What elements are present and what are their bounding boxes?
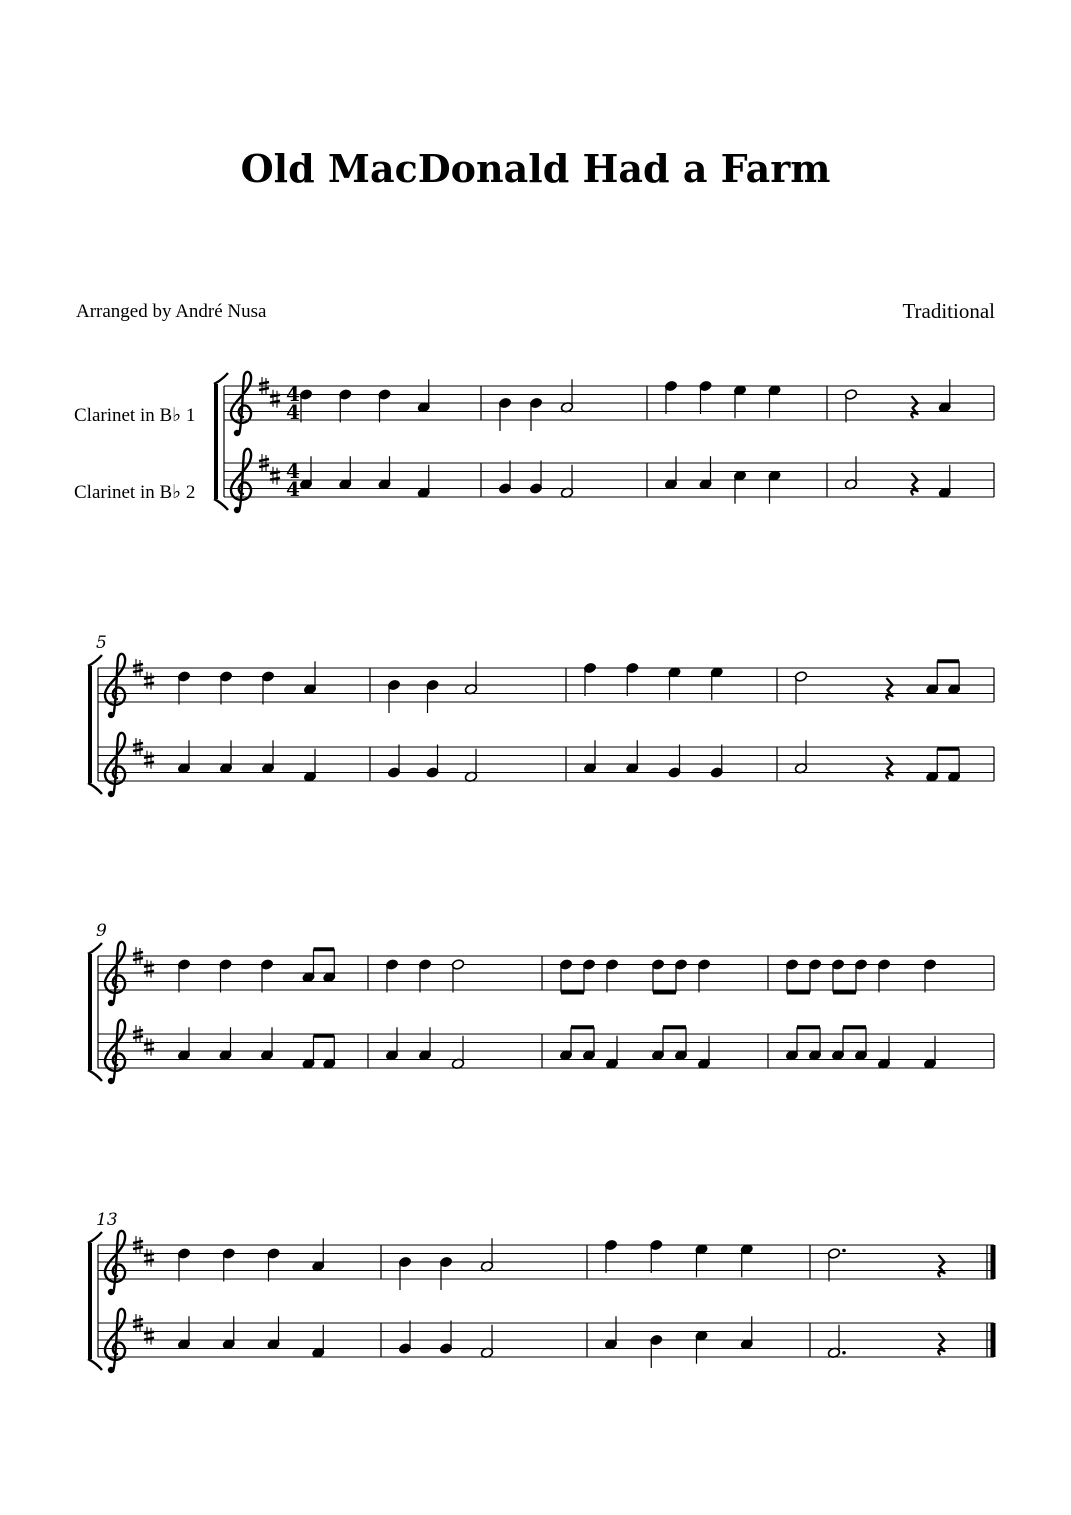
sharp-bar [259,465,269,467]
sharp-bar [144,756,154,758]
treble-clef-dot [108,1000,114,1006]
treble-clef-dot [108,712,114,718]
sharp-bar [144,762,154,764]
bracket-hook [88,655,102,666]
arranger-credit: Arranged by André Nusa [76,301,267,322]
time-signature-top: 4 [286,459,300,483]
time-signature-bottom: 4 [286,400,300,424]
bracket-hook [214,373,228,384]
quarter-rest [938,1255,944,1277]
composer-credit: Traditional [902,299,995,323]
augmentation-dot [842,1351,846,1355]
sharp-bar [133,952,143,954]
sharp-bar [144,1254,154,1256]
measure-number: 5 [96,633,107,653]
sharp-bar [133,1036,143,1038]
part-name-clarinet-2: Clarinet in B♭ 2 [74,482,196,503]
quarter-rest [886,757,892,779]
treble-clef-dot [108,1289,114,1295]
bracket-hook [88,1232,102,1243]
sharp-bar [133,1319,143,1321]
score-title: Old MacDonald Had a Farm [240,146,831,191]
sharp-bar [259,459,269,461]
staff-part-1 [98,942,994,1006]
sharp-bar [133,958,143,960]
quarter-rest [886,678,892,700]
treble-clef-dot [234,507,240,513]
staff-part-1 [98,654,994,718]
quarter-rest [938,1333,944,1355]
sharp-bar [144,1043,154,1045]
sharp-bar [270,472,280,474]
sharp-bar [133,1247,143,1249]
measure-number: 9 [96,921,107,941]
sharp-bar [144,1338,154,1340]
quarter-rest [911,396,917,418]
sharp-bar [133,1241,143,1243]
bracket-hook [88,1070,102,1081]
sharp-bar [133,1030,143,1032]
sharp-bar [133,664,143,666]
staff-part-1 [98,1231,994,1295]
treble-clef-dot [108,1367,114,1373]
sharp-bar [259,382,269,384]
sharp-bar [144,965,154,967]
system-1 [214,372,994,513]
augmentation-dot [842,1249,846,1253]
sharp-bar [133,743,143,745]
sharp-bar [144,1260,154,1262]
sharp-bar [144,1332,154,1334]
sharp-bar [259,388,269,390]
quarter-rest [911,473,917,495]
sharp-bar [144,677,154,679]
system-4 [88,1210,994,1373]
treble-clef-dot [234,430,240,436]
staff-part-2 [98,733,994,797]
sharp-bar [270,395,280,397]
time-signature-top: 4 [286,382,300,406]
treble-clef-dot [108,1078,114,1084]
measure-number: 13 [96,1210,118,1230]
sharp-bar [133,1325,143,1327]
sharp-bar [144,971,154,973]
sharp-bar [270,478,280,480]
bracket-hook [88,943,102,954]
staff-part-1 [224,372,994,436]
part-name-clarinet-1: Clarinet in B♭ 1 [74,405,196,426]
time-signature-bottom: 4 [286,477,300,501]
bracket-hook [88,783,102,794]
treble-clef-dot [108,791,114,797]
bracket-hook [88,1359,102,1370]
sharp-bar [133,749,143,751]
sharp-bar [144,683,154,685]
sharp-bar [133,670,143,672]
sharp-bar [144,1049,154,1051]
sharp-bar [270,401,280,403]
bracket-hook [214,499,228,510]
staff-part-2 [224,449,994,513]
